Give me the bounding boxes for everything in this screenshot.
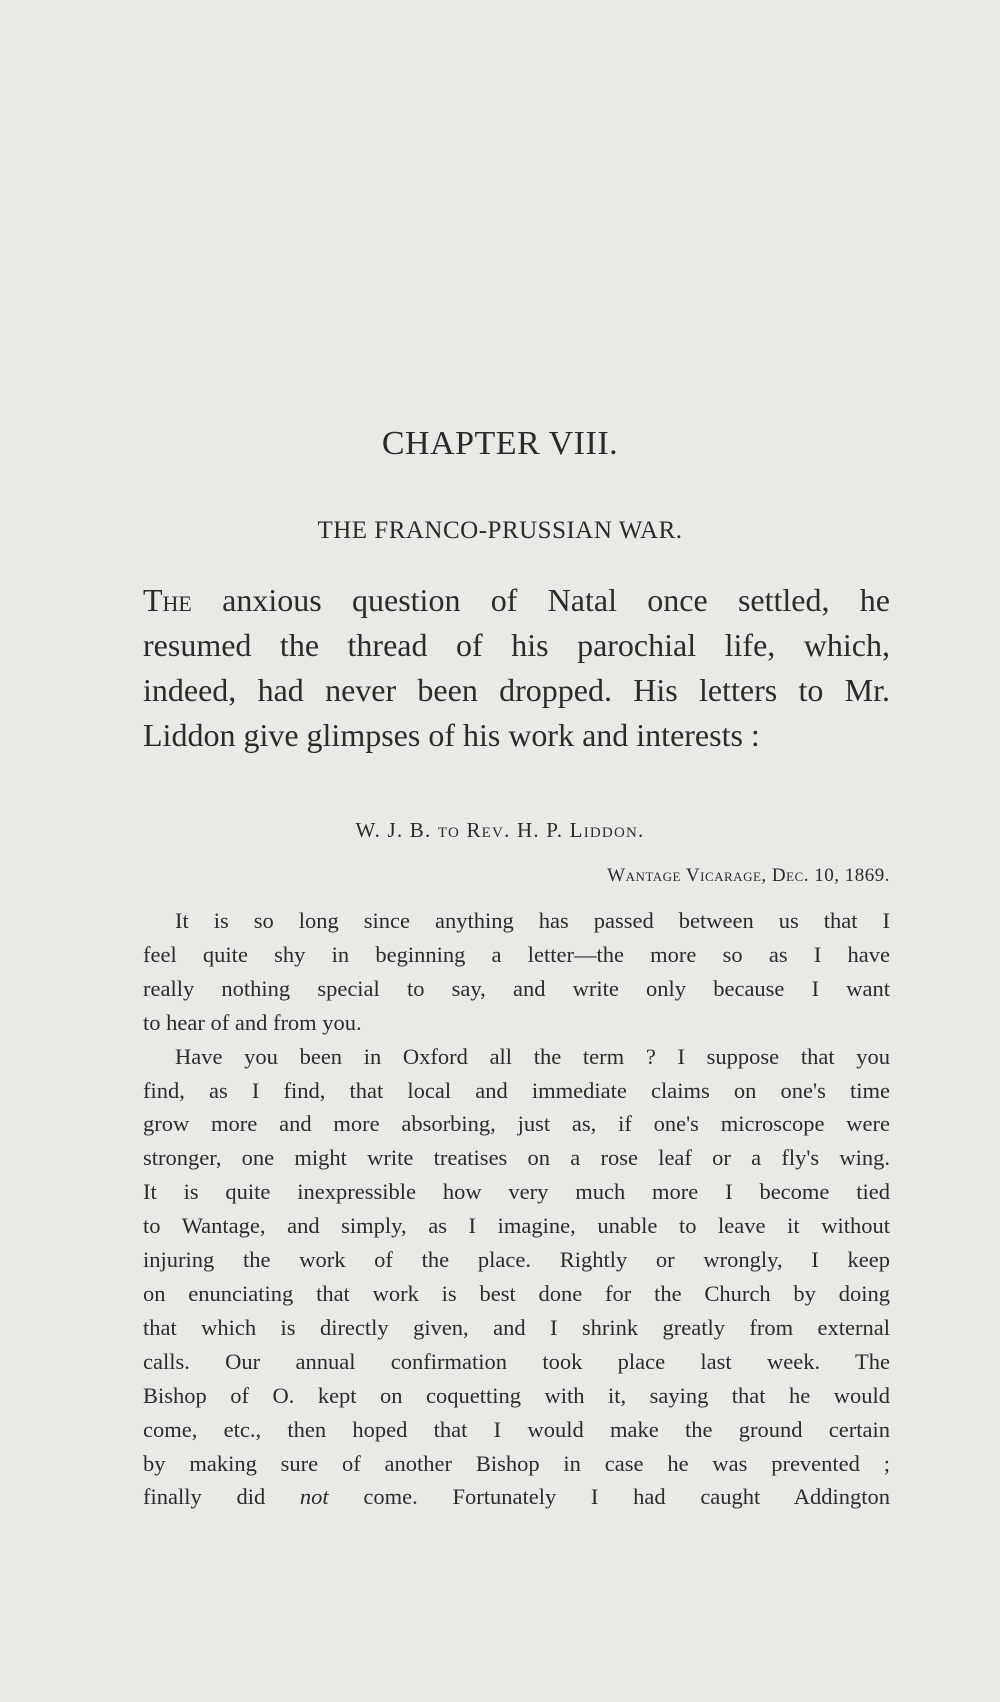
body-line: It is quite inexpressible how very much more I become tied xyxy=(143,1179,890,1205)
intro-line: resumed the thread of his parochial life, which, xyxy=(143,627,890,663)
body-line: Have you been in Oxford all the term ? I suppose that you xyxy=(175,1043,890,1069)
body-line: calls. Our annual confirmation took place last week. The xyxy=(143,1348,890,1374)
body-line: Bishop of O. kept on coquetting with it, saying that he would xyxy=(143,1382,890,1408)
body-line: find, as I find, that local and immediate claims on one's time xyxy=(143,1077,890,1103)
letter-body xyxy=(143,904,890,1514)
body-line-end: come. Fortunately I had caught Addington xyxy=(328,1484,891,1510)
body-line: to Wantage, and simply, as I imagine, unable to leave it without xyxy=(143,1213,890,1239)
intro-line xyxy=(143,578,890,623)
body-line: that which is directly given, and I shrink greatly from external xyxy=(143,1314,890,1340)
letter-heading: W. J. B. to Rev. H. P. Liddon. xyxy=(355,818,645,842)
intro-line-text: anxious question of Natal once settled, he xyxy=(191,582,890,618)
body-line: feel quite shy in beginning a letter—the more so as I have xyxy=(143,941,890,967)
body-line-emphasis: not xyxy=(299,1484,329,1510)
body-line: on enunciating that work is best done for the Church by doing xyxy=(143,1280,890,1306)
body-line: injuring the work of the place. Rightly or wrongly, I keep xyxy=(143,1247,890,1273)
body-line: really nothing special to say, and write only because I want xyxy=(143,975,890,1001)
body-line: stronger, one might write treatises on a rose leaf or a fly's wing. xyxy=(143,1145,890,1171)
body-line: to hear of and from you. xyxy=(143,1009,362,1035)
chapter-subtitle: THE FRANCO-PRUSSIAN WAR. xyxy=(317,517,683,544)
intro-line: indeed, had never been dropped. His letters to Mr. xyxy=(143,672,890,708)
body-line: come, etc., then hoped that I would make the ground certain xyxy=(143,1416,890,1442)
body-line xyxy=(143,1480,890,1514)
chapter-title: CHAPTER VIII. xyxy=(381,425,619,462)
body-line: by making sure of another Bishop in case he was prevented ; xyxy=(143,1450,890,1476)
body-line: grow more and more absorbing, just as, if one's microscope were xyxy=(143,1111,890,1137)
letter-dateline: Wantage Vicarage, Dec. 10, 1869. xyxy=(607,865,890,886)
intro-dropword: The xyxy=(143,582,192,618)
body-line-start: finally did xyxy=(143,1484,300,1510)
intro-line: Liddon give glimpses of his work and interests : xyxy=(143,717,760,753)
body-line: It is so long since anything has passed between us that I xyxy=(175,908,890,933)
intro-paragraph xyxy=(143,578,890,758)
